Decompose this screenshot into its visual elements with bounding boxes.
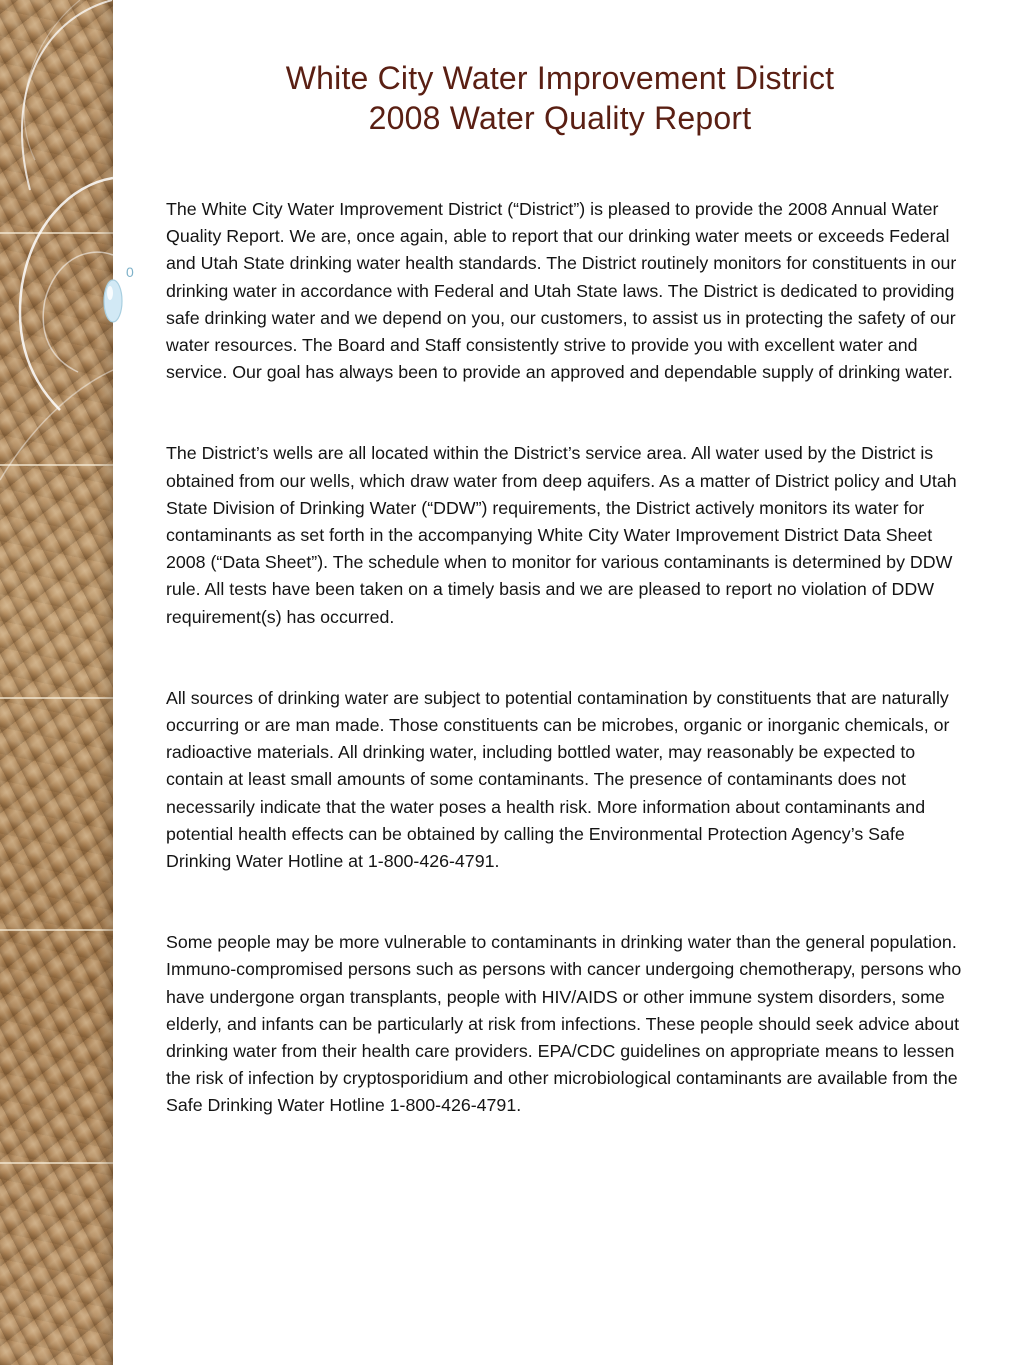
sidebar-edge-shadow — [99, 0, 113, 1365]
sidebar-panel-seam — [0, 929, 113, 931]
paragraph-wells: The District’s wells are all located within the District’s service area. All water used by the District is obtained from our wells, which draw water from deep aquifers. As a matter of District policy and Utah State Division of Drinking Water (“DDW”) requirements, the District actively monitors its water for contaminants as set forth in the accompanying White City Water Improvement District Data Sheet 2008 (“Data Sheet”). The schedule when to monitor for various contaminants is determined by DDW rule. All tests have been taken on a timely basis and we are pleased to report no violation of DDW requirement(s) has occurred. — [166, 443, 957, 627]
report-body — [166, 196, 966, 1120]
sidebar-panel-seam — [0, 464, 113, 466]
page-title — [150, 58, 970, 138]
paragraph-intro: The White City Water Improvement District (“District”) is pleased to provide the 2008 Annual Water Quality Report. We are, once again, able to report that our drinking water meets or exceeds Federal and Utah State drinking water health standards. The District routinely monitors for constituents in our drinking water in accordance with Federal and Utah State laws. The District is dedicated to providing safe drinking water and we depend on you, our customers, to assist us in protecting the safety of our water resources. The Board and Staff consistently strive to provide you with excellent water and service. Our goal has always been to provide an approved and dependable supply of drinking water. — [166, 199, 957, 383]
title-line-1: White City Water Improvement District — [285, 60, 835, 96]
sidebar-panel-seam — [0, 232, 113, 234]
title-line-2: 2008 Water Quality Report — [368, 100, 752, 136]
sidebar-panel-seam — [0, 697, 113, 699]
decorative-sidebar — [0, 0, 113, 1365]
paragraph-vulnerable-populations: Some people may be more vulnerable to contaminants in drinking water than the general population. Immuno-compromised persons such as persons with cancer undergoing chemotherapy, persons who have undergone organ transplants, people with HIV/AIDS or other immune system disorders, some elderly, and infants can be particularly at risk from infections. These people should seek advice about drinking water from their health care providers. EPA/CDC guidelines on appropriate means to lessen the risk of infection by cryptosporidium and other microbiological contaminants are available from the Safe Drinking Water Hotline 1-800-426-4791. — [166, 932, 962, 1116]
sidebar-panel-seam — [0, 1162, 113, 1164]
paragraph-contamination-sources: All sources of drinking water are subject to potential contamination by constituents that are naturally occurring or are man made. Those constituents can be microbes, organic or inorganic chemicals, or radioactive materials. All drinking water, including bottled water, may reasonably be expected to contain at least small amounts of some contaminants. The presence of contaminants does not necessarily indicate that the water poses a health risk. More information about contaminants and potential health effects can be obtained by calling the Environmental Protection Agency’s Safe Drinking Water Hotline at 1-800-426-4791. — [166, 687, 950, 872]
slide-number: 0 — [126, 264, 134, 280]
